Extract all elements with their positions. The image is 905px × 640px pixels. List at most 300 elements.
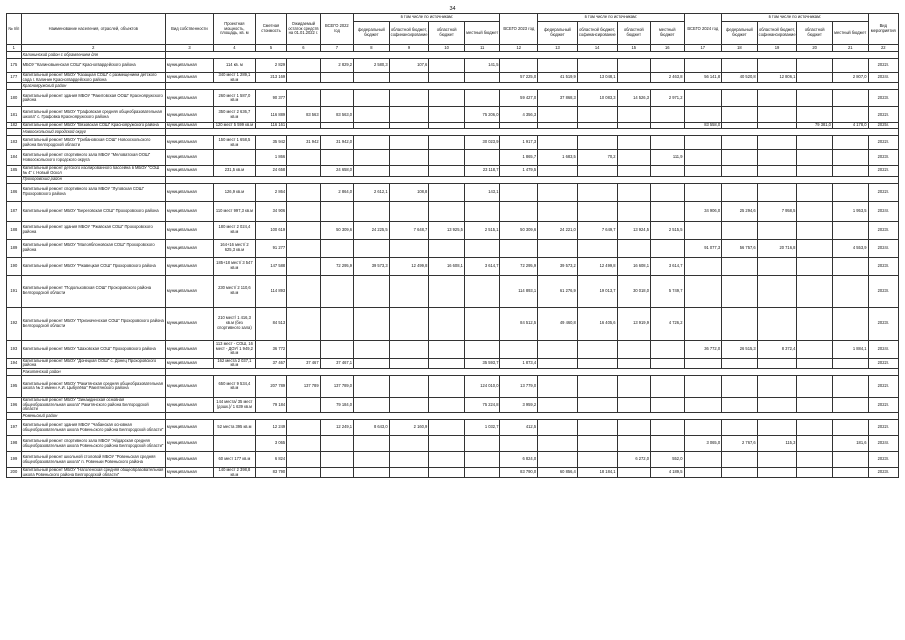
cell-cost: 116 889 — [255, 107, 286, 123]
cell-r24 — [797, 375, 833, 397]
cell-cap: 126,9 кв.м — [214, 183, 256, 201]
cell-cap: 140 мест 2 398,8 кв.м — [214, 468, 256, 478]
column-number: 7 — [320, 45, 353, 52]
cell-c24 — [757, 221, 797, 239]
cell-f22 — [354, 275, 390, 307]
cell-name: Капитальный ремонт спортивного зала МБОУ "Меловатская ООШ" Новооскольского городского округа — [21, 150, 165, 166]
cell-c22 — [389, 73, 429, 83]
cell-f23 — [538, 340, 578, 358]
header-regional-2022: областной бюджет — [429, 22, 465, 45]
cell-c24 — [757, 90, 797, 107]
cell-l22: 75 206,0 — [464, 107, 500, 123]
cell-l22: 1 032,7 — [464, 420, 500, 436]
cell-t24 — [684, 166, 722, 176]
cell-cost: 114 893 — [255, 275, 286, 307]
cell-r24 — [797, 307, 833, 340]
table-row — [7, 375, 899, 397]
cell-f23 — [538, 201, 578, 221]
cell-t23: 1 865,7 — [500, 150, 538, 166]
cell-cap: 60 мест 177 кв.м — [214, 452, 256, 468]
section-title: Ровеньский район — [21, 413, 165, 420]
cell-rem: 37 467 — [287, 358, 320, 368]
cell-num: 194 — [7, 358, 22, 368]
table-row — [7, 221, 899, 239]
cell-r22 — [429, 59, 465, 73]
cell-c23: 16 405,6 — [577, 307, 617, 340]
cell-t23: 57 225,0 — [500, 73, 538, 83]
cell-r22 — [429, 420, 465, 436]
cell-cost: 35 942 — [255, 136, 286, 150]
cell-c24 — [757, 183, 797, 201]
section-header-row — [7, 176, 899, 183]
cell-r24 — [797, 452, 833, 468]
cell-l23 — [651, 375, 685, 397]
header-sources-2022: в том числе по источникам: — [354, 14, 500, 22]
cell-r23 — [617, 420, 650, 436]
cell-rem — [287, 73, 320, 83]
cell-t23: 1 917,3 — [500, 136, 538, 150]
cell-rem — [287, 183, 320, 201]
header-remaining: Ожидаемый остаток средств на 01.01.2022 г. — [287, 14, 320, 45]
cell-r24 — [797, 257, 833, 275]
cell-c23 — [577, 358, 617, 368]
cell-c23: 10 083,3 — [577, 90, 617, 107]
cell-c24 — [757, 257, 797, 275]
cell-t23 — [500, 340, 538, 358]
cell-own: муниципальная — [165, 221, 213, 239]
cell-t22: 83 563,0 — [320, 107, 353, 123]
cell-f22: 39 573,3 — [354, 257, 390, 275]
table-row — [7, 150, 899, 166]
cell-r23: 14 526,3 — [617, 90, 650, 107]
cell-type: 2023г. — [868, 257, 898, 275]
cell-f23: 49 460,8 — [538, 307, 578, 340]
header-federal-2022: федеральный бюджет — [354, 22, 390, 45]
cell-own: муниципальная — [165, 150, 213, 166]
cell-rem: 137 789 — [287, 375, 320, 397]
cell-t24 — [684, 275, 722, 307]
cell-cap — [214, 436, 256, 452]
cell-r22 — [429, 136, 465, 150]
column-number: 20 — [797, 45, 833, 52]
cell-f23 — [538, 107, 578, 123]
cell-name: Капитальный ремонт МБОУ "Зинаидинская основная общеобразовательная школа" Ракитянского района Белгородской области — [21, 397, 165, 412]
cell-c22 — [389, 375, 429, 397]
cell-num: 177 — [7, 73, 22, 83]
cell-f24 — [722, 166, 758, 176]
cell-own: муниципальная — [165, 183, 213, 201]
column-number: 18 — [722, 45, 758, 52]
cell-f24 — [722, 150, 758, 166]
cell-num: 200 — [7, 468, 22, 478]
cell-r23 — [617, 166, 650, 176]
cell-type: 2023г. — [868, 150, 898, 166]
cell-t24 — [684, 307, 722, 340]
cell-r22 — [429, 239, 465, 257]
column-number: 17 — [684, 45, 722, 52]
header-cofin-2024: областной бюджет, софинансирование — [757, 22, 797, 45]
cell-r23 — [617, 358, 650, 368]
cell-l23 — [651, 107, 685, 123]
section-filler — [165, 129, 898, 136]
cell-f23 — [538, 420, 578, 436]
cell-own: муниципальная — [165, 59, 213, 73]
cell-t24 — [684, 257, 722, 275]
cell-f22 — [354, 150, 390, 166]
cell-f24: 26 515,3 — [722, 340, 758, 358]
cell-t24: 91 077,3 — [684, 239, 722, 257]
cell-c24: 12 806,1 — [757, 73, 797, 83]
cell-c23: 19 013,7 — [577, 275, 617, 307]
cell-name: Капитальный ремонт МБОУ "Наголенская средняя общеобразовательная школа Ровеньского района Белгородской области" — [21, 468, 165, 478]
cell-num: 196 — [7, 397, 22, 412]
cell-type: 2024г. — [868, 239, 898, 257]
cell-r22 — [429, 107, 465, 123]
column-number: 3 — [165, 45, 213, 52]
header-cofin-2023: областной бюджет, софинансирование — [577, 22, 617, 45]
cell-c24: 20 716,8 — [757, 239, 797, 257]
cell-f22 — [354, 375, 390, 397]
section-num-cell — [7, 413, 22, 420]
cell-t24: 36 772,0 — [684, 340, 722, 358]
cell-t22: 37 467,1 — [320, 358, 353, 368]
cell-own: муниципальная — [165, 73, 213, 83]
header-total-2022: ВСЕГО 2022 год — [320, 14, 353, 45]
cell-l23 — [651, 436, 685, 452]
cell-l22: 141,5 — [464, 59, 500, 73]
header-total-2024: ВСЕГО 2024 год — [684, 14, 722, 45]
cell-c23: 18 184,1 — [577, 468, 617, 478]
table-row — [7, 468, 899, 478]
cell-f22 — [354, 307, 390, 340]
section-header-row — [7, 368, 899, 375]
cell-t23 — [500, 59, 538, 73]
cell-type: 2024г. — [868, 436, 898, 452]
cell-f24: 56 757,6 — [722, 239, 758, 257]
cell-cap: 150 мест 1 658,5 кв.м — [214, 136, 256, 150]
cell-num: 183 — [7, 136, 22, 150]
cell-c22: 2 160,9 — [389, 420, 429, 436]
cell-own: муниципальная — [165, 397, 213, 412]
cell-type: 2024г. — [868, 201, 898, 221]
cell-name: Капитальный ремонт здания МБОУ "Ракитовская ООШ" Краснояружского района — [21, 90, 165, 107]
cell-r24 — [797, 73, 833, 83]
cell-r22 — [429, 73, 465, 83]
cell-f22 — [354, 358, 390, 368]
cell-type: 2024г. — [868, 73, 898, 83]
cell-num: 180 — [7, 90, 22, 107]
cell-l24: 2 807,0 — [832, 73, 868, 83]
cell-c24 — [757, 150, 797, 166]
section-title: Ракитянский район — [21, 368, 165, 375]
cell-r22: 13 925,5 — [429, 221, 465, 239]
cell-c23 — [577, 136, 617, 150]
cell-type: 2023г. — [868, 221, 898, 239]
cell-t24 — [684, 221, 722, 239]
cell-c22 — [389, 239, 429, 257]
cell-rem: 83 563 — [287, 107, 320, 123]
cell-c22 — [389, 397, 429, 412]
cell-l24 — [832, 375, 868, 397]
cell-f24 — [722, 275, 758, 307]
cell-rem — [287, 166, 320, 176]
cell-type: 2022г. — [868, 166, 898, 176]
table-row — [7, 340, 899, 358]
column-number: 9 — [389, 45, 429, 52]
header-sources-2023: в том числе по источникам: — [538, 14, 684, 22]
cell-f23 — [538, 397, 578, 412]
cell-type: 2022г. — [868, 420, 898, 436]
cell-r22 — [429, 452, 465, 468]
cell-name: Капитальный ремонт МБОУ "Грибановская СОШ" Новооскольского района Белгородской области — [21, 136, 165, 150]
cell-name: Капитальный ремонт здания МБОУ "Чабанская основная общеобразовательная школа Ровеньского района Белгородской области" — [21, 420, 165, 436]
column-numbers-row — [7, 45, 899, 52]
cell-name: Капитальный ремонт МБОУ "Вязовская СОШ" Краснояружского района — [21, 123, 165, 129]
header-capacity: Проектная мощность, площадь, кв. м — [214, 14, 256, 45]
cell-f22: 8 643,0 — [354, 420, 390, 436]
cell-r22 — [429, 183, 465, 201]
cell-r24 — [797, 239, 833, 257]
cell-l24 — [832, 452, 868, 468]
cell-l22 — [464, 340, 500, 358]
cell-r23 — [617, 436, 650, 452]
cell-own: муниципальная — [165, 257, 213, 275]
cell-t23: 4 356,3 — [500, 107, 538, 123]
cell-r23: 16 608,1 — [617, 257, 650, 275]
cell-f22 — [354, 452, 390, 468]
cell-num: 191 — [7, 275, 22, 307]
cell-f24 — [722, 136, 758, 150]
cell-t24: 3 065,0 — [684, 436, 722, 452]
column-number: 12 — [500, 45, 538, 52]
cell-rem — [287, 201, 320, 221]
cell-type: 2023г. — [868, 452, 898, 468]
cell-f22 — [354, 340, 390, 358]
cell-cap: 230 мест/ 2 110,6 кв.м — [214, 275, 256, 307]
cell-cap: 180 мест 2 024,4 кв.м — [214, 221, 256, 239]
cell-t22: 50 309,6 — [320, 221, 353, 239]
cell-rem — [287, 239, 320, 257]
cell-l23: 2 515,5 — [651, 221, 685, 239]
cell-t23: 84 512,5 — [500, 307, 538, 340]
cell-f22 — [354, 107, 390, 123]
cell-t24 — [684, 183, 722, 201]
cell-c23 — [577, 436, 617, 452]
cell-t23 — [500, 239, 538, 257]
header-local-2022: местный бюджет — [464, 22, 500, 45]
cell-t23: 6 824,0 — [500, 452, 538, 468]
cell-f24 — [722, 90, 758, 107]
cell-t22 — [320, 436, 353, 452]
header-federal-2024: федеральный бюджет — [722, 22, 758, 45]
cell-c22: 7 648,7 — [389, 221, 429, 239]
cell-cap: 164+16 мест/ 2 625,3 кв.м — [214, 239, 256, 257]
cell-t22 — [320, 452, 353, 468]
cell-t24 — [684, 107, 722, 123]
cell-f24 — [722, 183, 758, 201]
cell-f22 — [354, 166, 390, 176]
cell-l24 — [832, 150, 868, 166]
cell-c22 — [389, 358, 429, 368]
cell-cap: 210 мест/ 1 416,3 кв.м (без спортивного зала) — [214, 307, 256, 340]
cell-l24 — [832, 358, 868, 368]
cell-t24 — [684, 136, 722, 150]
cell-l22: 143,1 — [464, 183, 500, 201]
cell-r22 — [429, 90, 465, 107]
column-number: 15 — [617, 45, 650, 52]
cell-rem — [287, 257, 320, 275]
cell-r24 — [797, 420, 833, 436]
cell-t22 — [320, 150, 353, 166]
cell-num: 188 — [7, 221, 22, 239]
cell-r23 — [617, 239, 650, 257]
section-filler — [165, 176, 898, 183]
cell-f23 — [538, 375, 578, 397]
cell-l23: 4 726,2 — [651, 307, 685, 340]
cell-type: 2022г. — [868, 136, 898, 150]
cell-t22 — [320, 90, 353, 107]
cell-own: муниципальная — [165, 201, 213, 221]
cell-f23: 39 573,2 — [538, 257, 578, 275]
cell-own: муниципальная — [165, 307, 213, 340]
cell-t23: 72 295,9 — [500, 257, 538, 275]
cell-l24 — [832, 468, 868, 478]
cell-f23: 60 856,4 — [538, 468, 578, 478]
table-row — [7, 452, 899, 468]
cell-name: Капитальный ремонт МБОУ "Графовская средняя общеобразовательная школа" с. Графовка Краснояружского района — [21, 107, 165, 123]
cell-f24: 25 294,6 — [722, 201, 758, 221]
cell-l23 — [651, 420, 685, 436]
cell-cap: 185+18 мест/ 3 547 кв.м — [214, 257, 256, 275]
cell-t23: 1 479,5 — [500, 166, 538, 176]
cell-rem — [287, 307, 320, 340]
cell-c24 — [757, 166, 797, 176]
cell-f23: 61 276,9 — [538, 275, 578, 307]
section-filler — [165, 52, 898, 59]
cell-f23: 1 683,5 — [538, 150, 578, 166]
cell-f23 — [538, 436, 578, 452]
cell-c24 — [757, 375, 797, 397]
header-cofin-2022: областной бюджет, софинансирование — [389, 22, 429, 45]
cell-l22 — [464, 90, 500, 107]
cell-f22: 2 580,3 — [354, 59, 390, 73]
cell-l22: 124 010,0 — [464, 375, 500, 397]
section-num-cell — [7, 83, 22, 90]
cell-t22: 31 942,0 — [320, 136, 353, 150]
section-filler — [165, 83, 898, 90]
cell-r24 — [797, 340, 833, 358]
table-row — [7, 436, 899, 452]
column-number: 4 — [214, 45, 256, 52]
cell-c22: 108,8 — [389, 183, 429, 201]
cell-r23 — [617, 107, 650, 123]
cell-l24 — [832, 107, 868, 123]
header-total-2023: ВСЕГО 2023 год — [500, 14, 538, 45]
cell-c23 — [577, 239, 617, 257]
cell-c22 — [389, 150, 429, 166]
cell-f22 — [354, 397, 390, 412]
cell-t22: 2 864,0 — [320, 183, 353, 201]
cell-t23: 3 959,2 — [500, 397, 538, 412]
cell-t23: 50 309,6 — [500, 221, 538, 239]
section-num-cell — [7, 52, 22, 59]
section-filler — [165, 368, 898, 375]
table-row — [7, 73, 899, 83]
cell-f24 — [722, 375, 758, 397]
cell-rem — [287, 340, 320, 358]
cell-own: муниципальная — [165, 136, 213, 150]
cell-t23: 114 893,1 — [500, 275, 538, 307]
cell-r22 — [429, 166, 465, 176]
column-number: 8 — [354, 45, 390, 52]
cell-c24 — [757, 307, 797, 340]
header-sources-2024: в том числе по источникам: — [722, 14, 868, 22]
cell-f24 — [722, 257, 758, 275]
cell-l22: 75 224,8 — [464, 397, 500, 412]
cell-num: 193 — [7, 340, 22, 358]
cell-l23 — [651, 201, 685, 221]
cell-l24 — [832, 420, 868, 436]
section-title: Краснояружский район — [21, 83, 165, 90]
cell-r22 — [429, 358, 465, 368]
column-number: 11 — [464, 45, 500, 52]
cell-own: муниципальная — [165, 375, 213, 397]
cell-r23 — [617, 150, 650, 166]
cell-c23 — [577, 107, 617, 123]
cell-cap: 144 места/ 35 мест (дошк.)/ 1 639 кв.м — [214, 397, 256, 412]
header-name: Наименование населения, отраслей, объектов — [21, 14, 165, 45]
cell-c24 — [757, 59, 797, 73]
cell-name: Капитальный ремонт спортивного зала МБОУ "Айдарская средняя общеобразовательная школа Ровеньского района Белгородской области" — [21, 436, 165, 452]
cell-cap: 120 мест 5 599 кв.м — [214, 123, 256, 129]
cell-r23: 13 919,9 — [617, 307, 650, 340]
cell-cost: 24 658 — [255, 166, 286, 176]
cell-f23 — [538, 358, 578, 368]
table-row — [7, 397, 899, 412]
cell-name: Капитальный ремонт МБОУ "Шаховская СОШ" Прохоровского района — [21, 340, 165, 358]
cell-r24 — [797, 183, 833, 201]
cell-r22 — [429, 275, 465, 307]
cell-l24 — [832, 275, 868, 307]
cell-l23: 3 614,7 — [651, 257, 685, 275]
cell-cost: 79 184 — [255, 397, 286, 412]
table-row — [7, 166, 899, 176]
section-num-cell — [7, 176, 22, 183]
cell-t22: 12 249,1 — [320, 420, 353, 436]
cell-f24 — [722, 468, 758, 478]
cell-c23: 70,2 — [577, 150, 617, 166]
cell-c22 — [389, 166, 429, 176]
cell-type: 2022г. — [868, 59, 898, 73]
cell-r23 — [617, 468, 650, 478]
cell-name: Капитальный ремонт МБОУ "Ракитянская средняя общеобразовательная школа № 2 имени А.И. Цыбулёва" Ракитянского района — [21, 375, 165, 397]
header-regional-2024: областной бюджет — [797, 22, 833, 45]
cell-r24 — [797, 59, 833, 73]
column-number: 14 — [577, 45, 617, 52]
cell-r24 — [797, 468, 833, 478]
cell-cap: 231,5 кв.м — [214, 166, 256, 176]
cell-l22 — [464, 452, 500, 468]
cell-rem — [287, 150, 320, 166]
cell-f23: 41 519,9 — [538, 73, 578, 83]
cell-c22 — [389, 136, 429, 150]
table-row — [7, 107, 899, 123]
cell-l24 — [832, 166, 868, 176]
cell-c22 — [389, 340, 429, 358]
cell-f22 — [354, 90, 390, 107]
cell-f23 — [538, 183, 578, 201]
cell-l22 — [464, 239, 500, 257]
